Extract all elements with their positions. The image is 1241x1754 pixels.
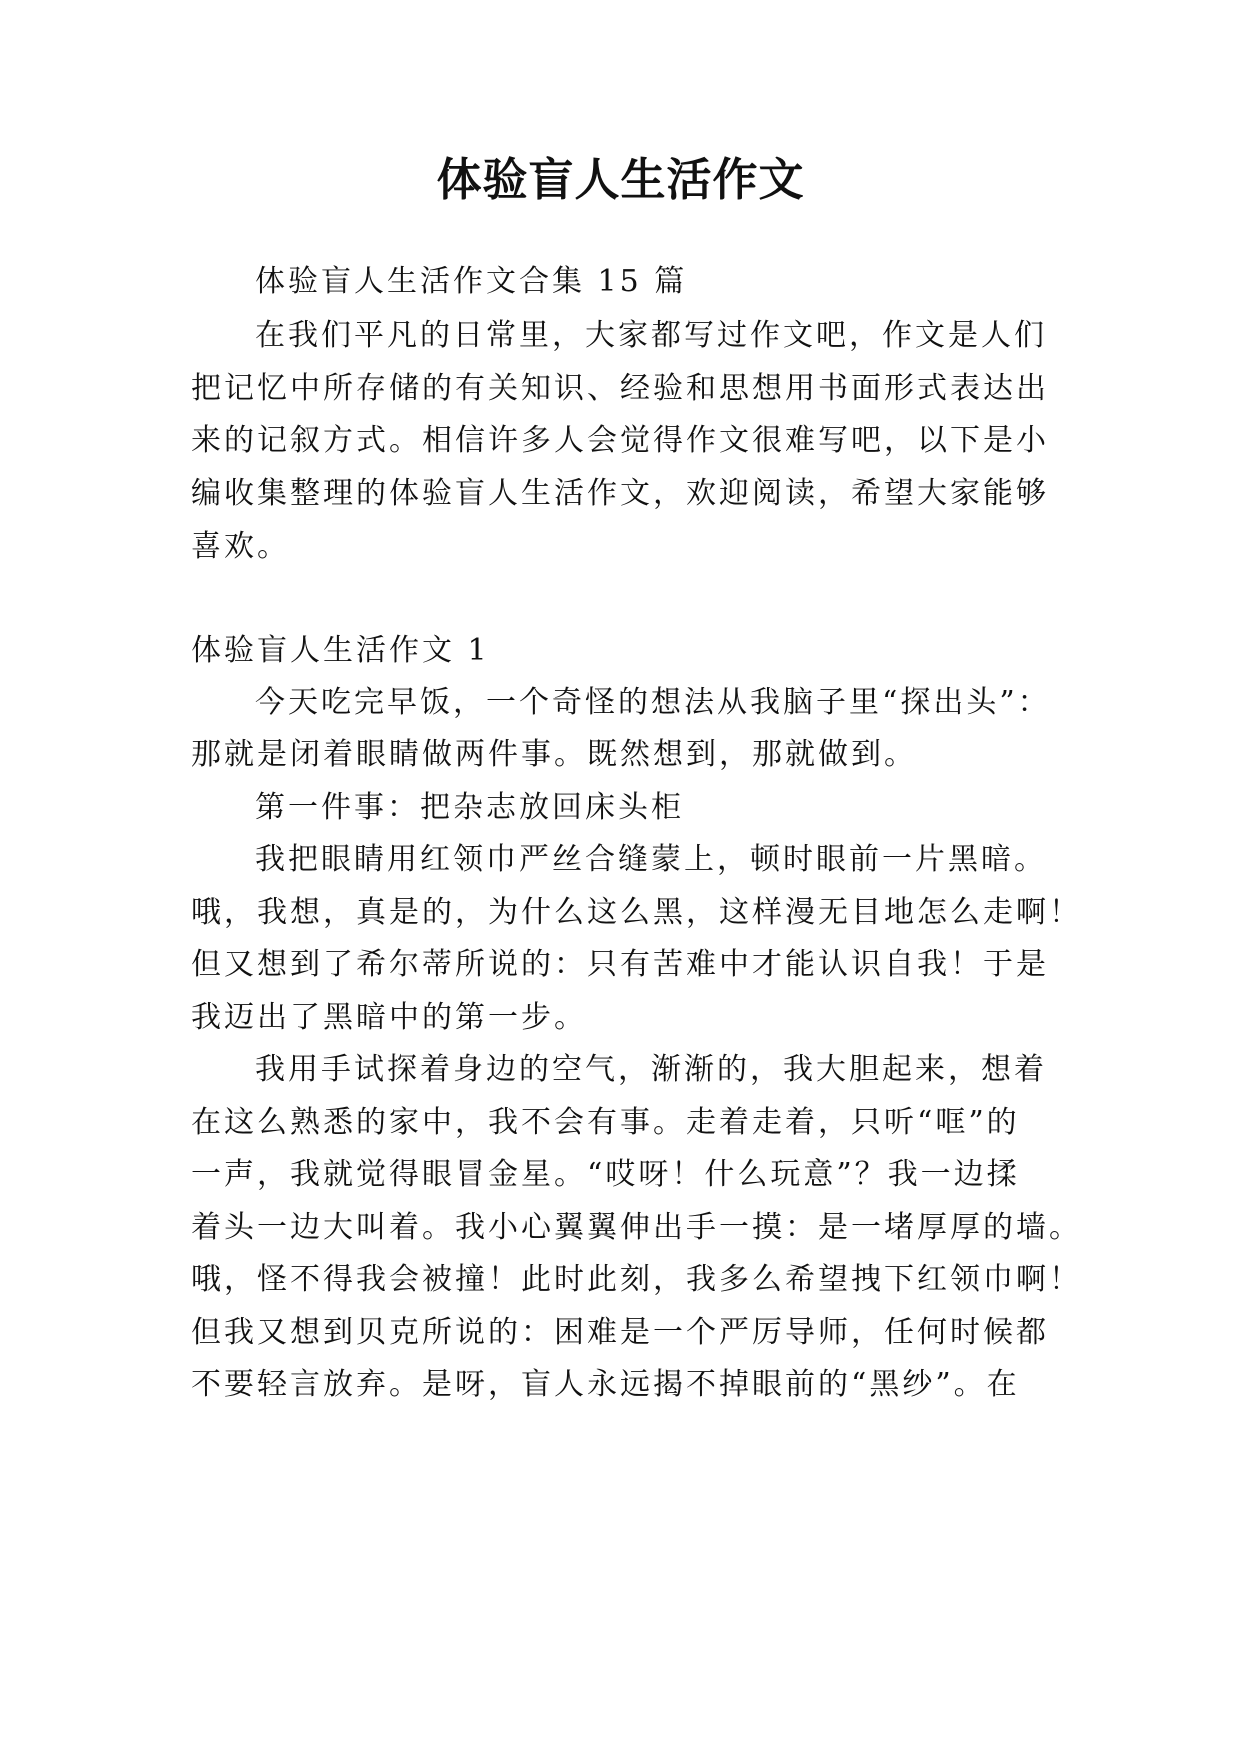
body-line: 我用手试探着身边的空气，渐渐的，我大胆起来，想着 <box>255 1052 1047 1087</box>
body-line: 今天吃完早饭，一个奇怪的想法从我脑子里“探出头”： <box>255 685 1051 720</box>
intro-line: 把记忆中所存储的有关知识、经验和思想用书面形式表达出 <box>191 371 1049 406</box>
body-line: 哦，怪不得我会被撞！此时此刻，我多么希望拽下红领巾啊！ <box>191 1262 1082 1297</box>
intro-line: 来的记叙方式。相信许多人会觉得作文很难写吧，以下是小 <box>191 423 1049 458</box>
intro-line: 编收集整理的体验盲人生活作文，欢迎阅读，希望大家能够 <box>191 476 1049 511</box>
document-title: 体验盲人生活作文 <box>436 153 805 206</box>
body-line: 哦，我想，真是的，为什么这么黑，这样漫无目地怎么走啊！ <box>191 895 1082 930</box>
body-line: 一声，我就觉得眼冒金星。“哎呀！什么玩意”？我一边揉 <box>191 1157 1020 1192</box>
collection-subtitle: 体验盲人生活作文合集 15 篇 <box>255 264 688 299</box>
intro-line: 在我们平凡的日常里，大家都写过作文吧，作文是人们 <box>255 318 1047 353</box>
body-line: 但我又想到贝克所说的：困难是一个严厉导师，任何时候都 <box>191 1315 1049 1350</box>
intro-line: 喜欢。 <box>191 529 290 564</box>
body-line: 着头一边大叫着。我小心翼翼伸出手一摸：是一堵厚厚的墙。 <box>191 1210 1082 1245</box>
body-line: 不要轻言放弃。是呀，盲人永远揭不掉眼前的“黑纱”。在 <box>191 1367 1020 1402</box>
body-line: 我把眼睛用红领巾严丝合缝蒙上，顿时眼前一片黑暗。 <box>255 842 1047 877</box>
body-line: 我迈出了黑暗中的第一步。 <box>191 1000 587 1035</box>
subheading-line: 第一件事：把杂志放回床头柜 <box>255 790 684 825</box>
section-heading: 体验盲人生活作文 1 <box>191 633 490 668</box>
body-line: 在这么熟悉的家中，我不会有事。走着走着，只听“哐”的 <box>191 1105 1020 1140</box>
body-line: 但又想到了希尔蒂所说的：只有苦难中才能认识自我！于是 <box>191 947 1049 982</box>
body-line: 那就是闭着眼睛做两件事。既然想到，那就做到。 <box>191 737 917 772</box>
